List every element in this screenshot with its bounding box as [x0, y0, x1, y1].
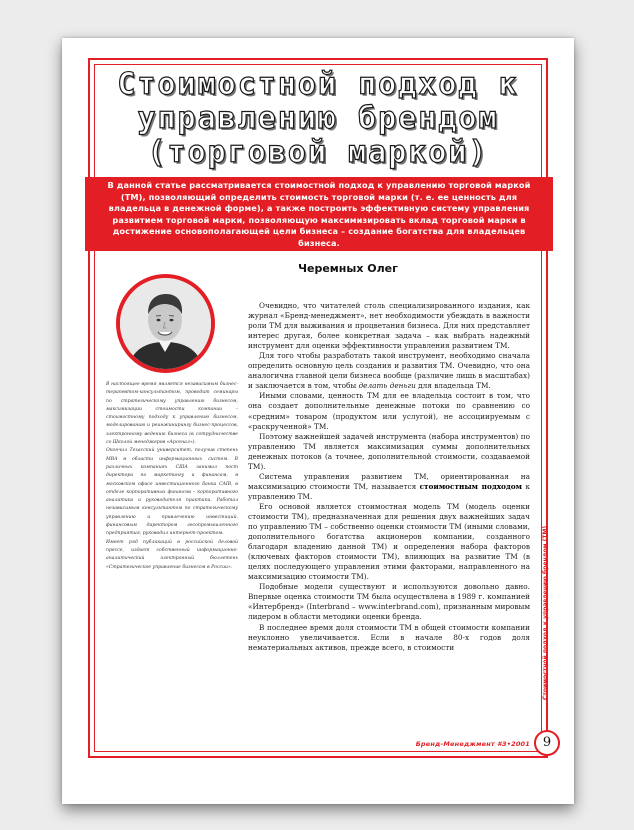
author-name: Черемных Олег — [298, 262, 398, 275]
side-caption: Стоимостной подход к управлению брендом (ТМ) — [542, 525, 549, 700]
body-paragraph: Подобные модели существуют и используются довольно давно. Впервые оценка стоимости ТМ была осуществлена в 1989 г. компанией «Интербренд» (Interbrand – www.interbrand.com), признанным мировым лидером в области методики оценки бренда. — [248, 582, 530, 622]
author-photo — [116, 274, 215, 373]
body-emphasis: делать деньги — [358, 381, 416, 391]
body-strong: стоимостным подходом — [419, 481, 522, 491]
body-paragraph: Иными словами, ценность ТМ для ее владельца состоит в том, что она создает дополнительные денежные потоки по сравнению со «средним» товаром (продуктом или услугой), не ассоциируемым с «раскрученной» ТМ. — [248, 391, 530, 431]
article-lead: В данной статье рассматривается стоимостной подход к управлению торговой маркой (ТМ), позволяющий определить стоимость торговой марки (т. е. ее ценность для владельца в денежной форме), а также построить эффективную систему управления развитием торговой марки, позволяющую максимизировать вклад торговой марки в достижение основополагающей цели бизнеса – создание богатства для владельцев бизнеса. — [85, 177, 553, 251]
bio-paragraph: В настоящее время является независимым бизнес-терапевтом-консультантом, проводит семинары по стратегическому управлению бизнесом, максимизации стоимости компании – стоимостному подходу к управлению бизнесом, моделированию и реинжинирингу бизнес-процессов, электронному ведению бизнеса (в сотрудничестве со Школой менеджеров «Арсенал»). — [106, 382, 238, 446]
body-paragraph: В последнее время доля стоимости ТМ в общей стоимости компании неуклонно увеличивается. Если в начале 80-х годов доля нематериальных активов, прежде всего, в стоимости — [248, 622, 530, 652]
body-text-span: Система управления развитием ТМ, ориентированная на максимизацию стоимости ТМ, называется — [248, 471, 530, 491]
bio-paragraph: Окончил Техасский университет, получив степень MBA в области информационных систем. В различных компаниях США занимал пост директора по маркетингу и финансам, в московском офисе инвестиционного банка CAIB, в отделе корпоративных финансов – корпоративного аналитика и руководителя практики. Работал независимым консультантом по стратегическому управлению и привлечению инвестиций, финансовым директором лесопромышленного предприятия, руководил интернет-проектом. — [106, 448, 238, 537]
author-photo-icon — [120, 278, 211, 369]
article-title: Стоимостной подход к управлению брендом (торговой маркой) — [117, 67, 519, 170]
body-text-span: для владельца ТМ. — [415, 381, 491, 391]
body-paragraph: Очевидно, что читателей столь специализированного издания, как журнал «Бренд-менеджмент», нет необходимости убеждать в важности роли ТМ для выживания и процветания бизнеса. Для них представляет интерес другая, более конкретная задача – как выбрать надежный инструмент для оценки эффективности управления развитием ТМ. — [248, 301, 530, 351]
body-text-span: Для того чтобы разработать такой инструмент, необходимо сначала определить основную цель создания и развития ТМ. Очевидно, что она аналогична главной цели бизнеса вообще (различие лишь в масштабах) и заключается в том, чтобы — [248, 351, 530, 391]
body-paragraph: Его основой является стоимостная модель ТМ (модель оценки стоимости ТМ), предназначенная для решения двух важнейших задач по управлению ТМ – собственно оценки стоимости ТМ (иными словами, дополнительного богатства акционеров компании, созданного благодаря владению данной ТМ) и определения набора факторов (ключевых факторов стоимости ТМ), влияющих на развитие ТМ (в целях последующего управления этими факторами, направленного на максимизацию стоимости ТМ). — [248, 501, 530, 582]
body-paragraph: Поэтому важнейшей задачей инструмента (набора инструментов) по управлению ТМ является максимизация суммы дополнительных денежных потоков (а точнее, дополнительной стоимости, создаваемой ТМ). — [248, 431, 530, 471]
bio-paragraph: Имеет ряд публикаций в российской деловой прессе, издает собственный информационно-аналитический электронный бюллетень «Стратегическое управление бизнесом в России». — [106, 539, 238, 570]
page-number: 9 — [534, 730, 560, 756]
body-paragraph — [248, 351, 530, 391]
body-text-span: к управлению ТМ. — [248, 481, 530, 501]
author-bio — [106, 381, 238, 572]
article-body — [248, 301, 530, 653]
body-paragraph — [248, 472, 530, 502]
footer-journal: Бренд-Менеджмент #3•2001 — [415, 740, 530, 748]
